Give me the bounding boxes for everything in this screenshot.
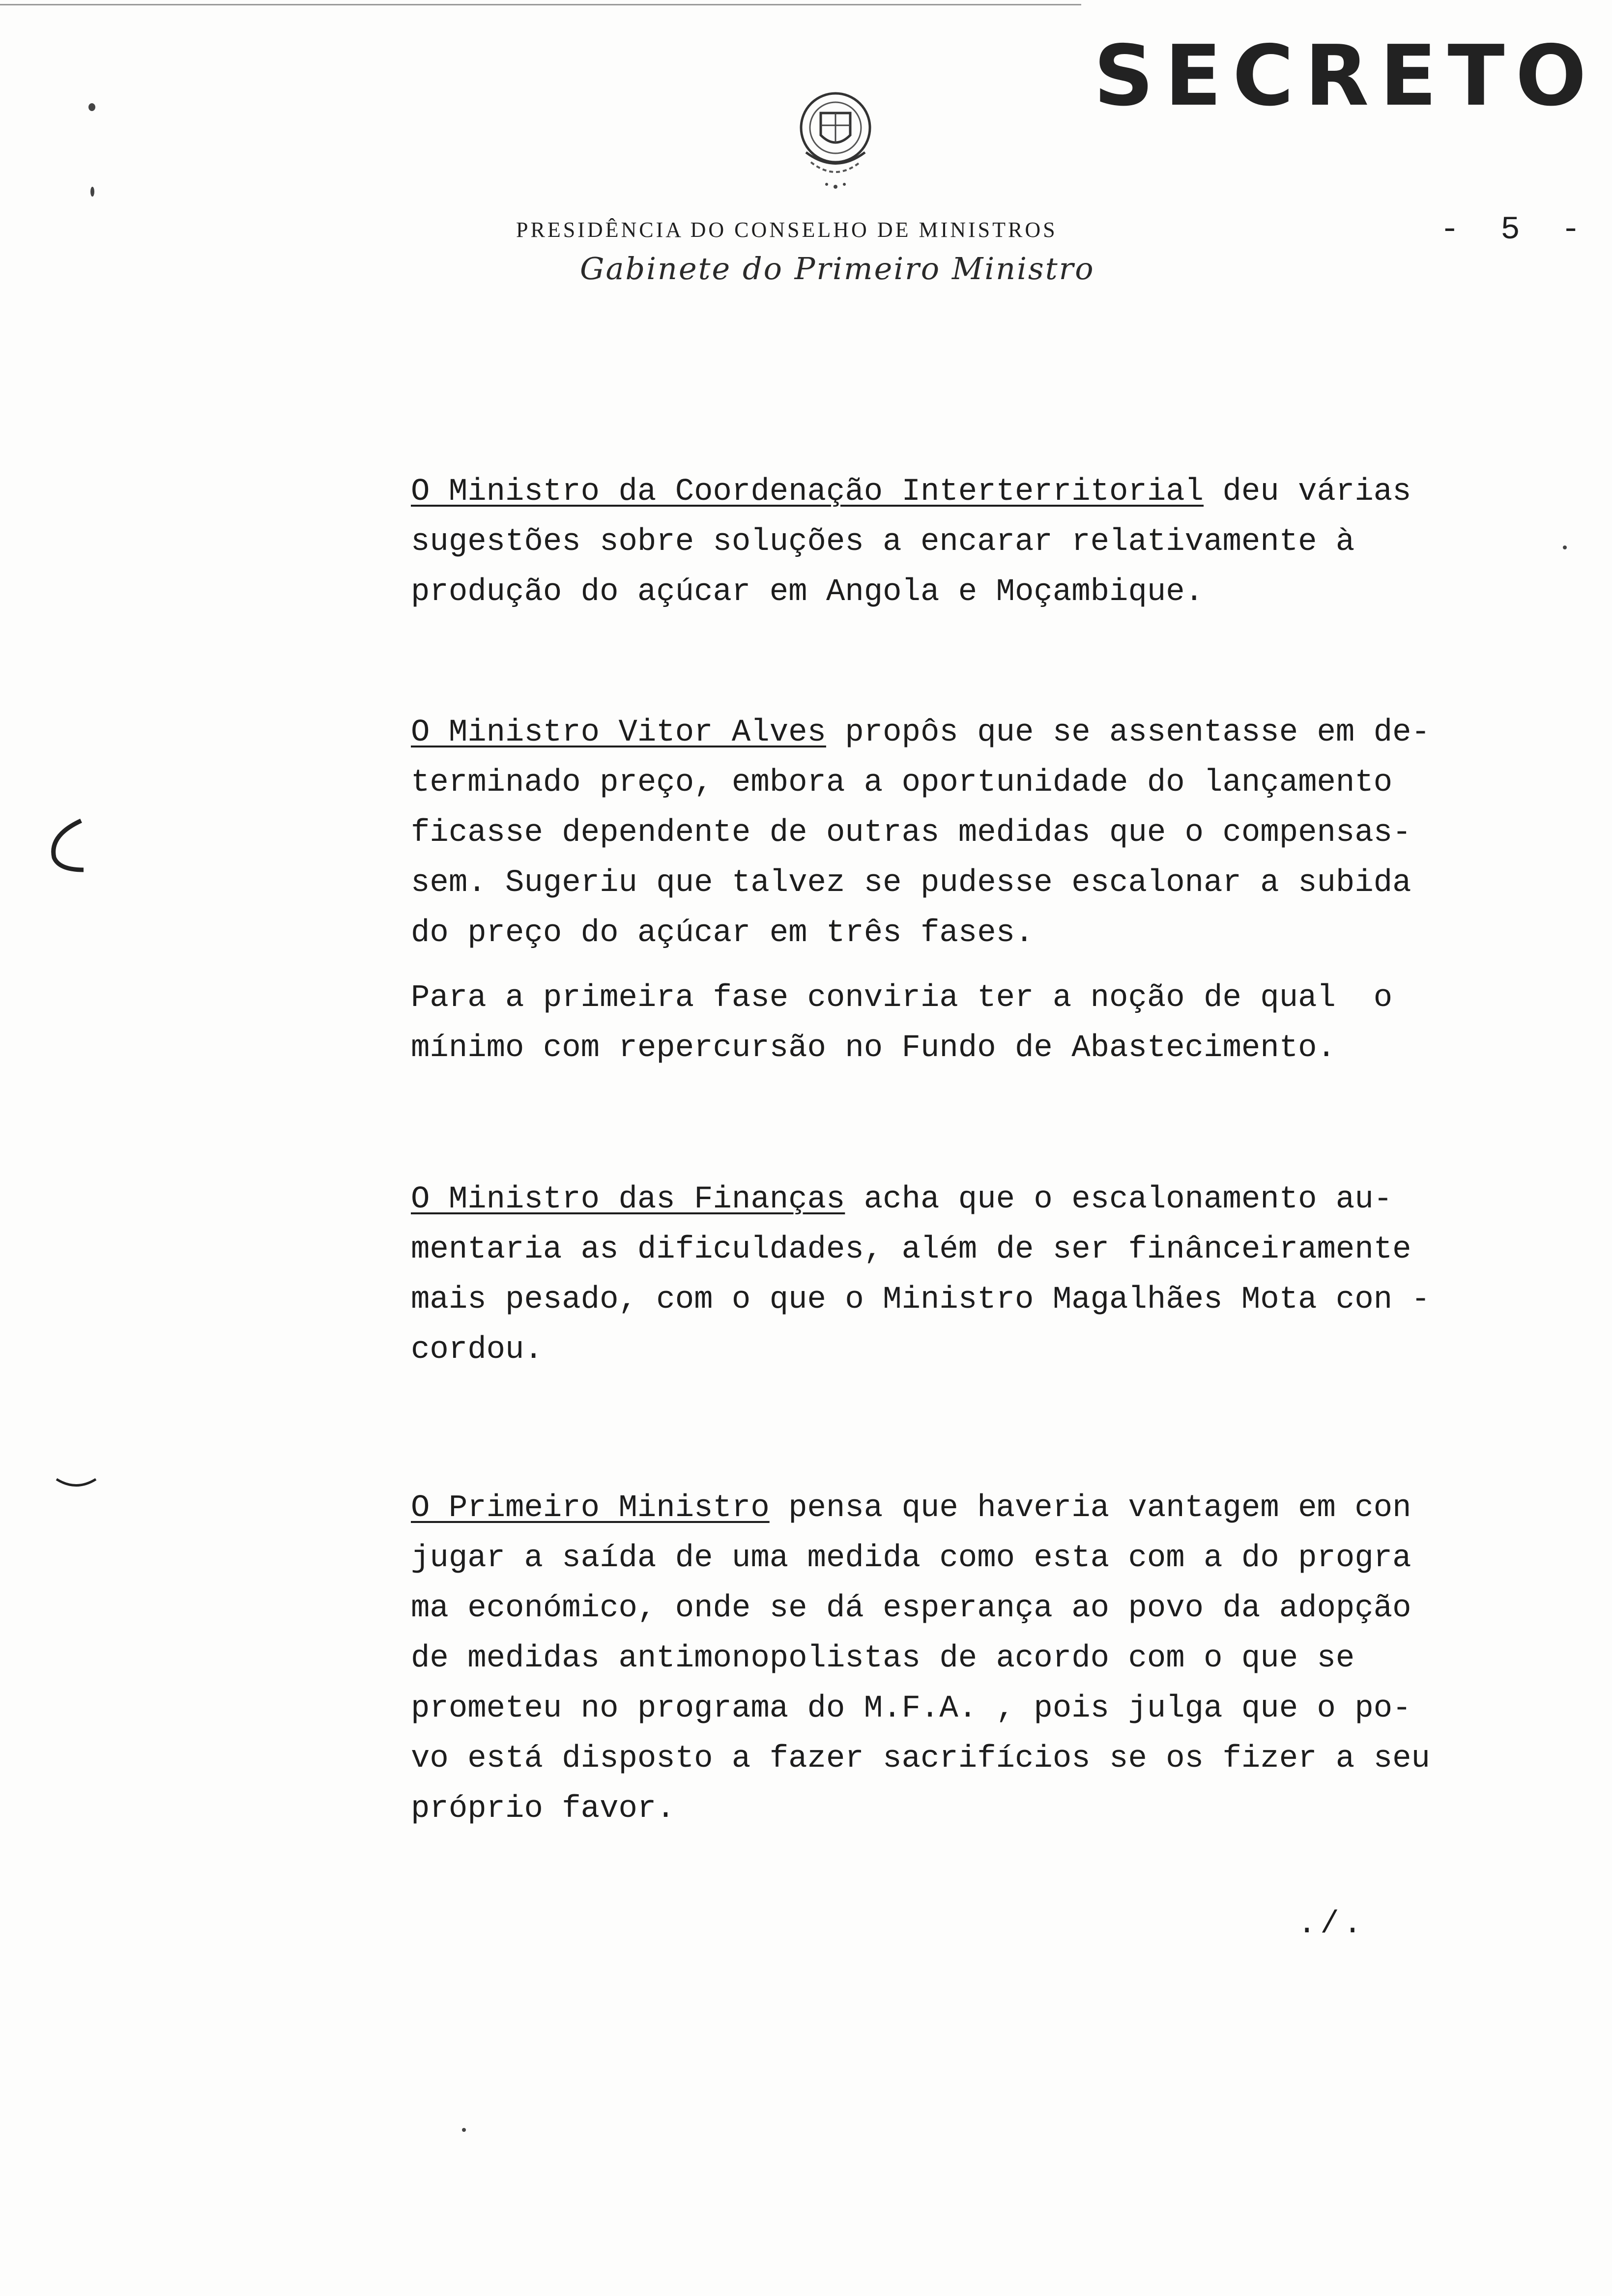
scan-speck <box>88 103 95 111</box>
paragraph-text-line: ficasse dependente de outras medidas que o compensas- <box>411 815 1411 851</box>
paragraph-text-line: prometeu no programa do M.F.A. , pois julga que o po- <box>411 1691 1411 1726</box>
page-number: - 5 - <box>1440 211 1592 248</box>
paragraph-text-line: terminado preço, embora a oportunidade do lançamento <box>411 765 1393 801</box>
speaker-name: O Ministro Vitor Alves <box>411 715 826 750</box>
coat-of-arms-emblem <box>781 84 890 197</box>
speaker-name: O Ministro das Finanças <box>411 1182 845 1217</box>
paragraph-text-line: jugar a saída de uma medida como esta com a do progra <box>411 1541 1411 1576</box>
punch-hole-mark <box>44 816 88 875</box>
scan-speck <box>462 2128 466 2132</box>
paragraph-text-line: sem. Sugeriu que talvez se pudesse escalonar a subida <box>411 865 1411 901</box>
paragraph-text-line: mentaria as dificuldades, além de ser finânceiramente <box>411 1232 1411 1267</box>
scan-speck <box>90 187 94 197</box>
continuation-mark: ./. <box>1297 1907 1366 1942</box>
paragraph-text-line: pensa que haveria vantagem em con <box>769 1491 1411 1526</box>
paragraph-text-line: mínimo com repercursão no Fundo de Abastecimento. <box>411 1031 1336 1066</box>
paragraph-text-line: mais pesado, com o que o Ministro Magalhães Mota con - <box>411 1282 1430 1318</box>
paragraph-primeiro-ministro <box>411 1483 1430 1834</box>
paragraph-text-line: propôs que se assentasse em de- <box>826 715 1430 750</box>
paragraph-primeira-fase <box>411 973 1392 1073</box>
paragraph-financas <box>411 1175 1430 1375</box>
paragraph-text-line: cordou. <box>411 1332 543 1368</box>
paragraph-text-line: do preço do açúcar em três fases. <box>411 916 1034 951</box>
office-subtitle: Gabinete do Primeiro Ministro <box>580 251 1095 287</box>
paragraph-text-line: ma económico, onde se dá esperança ao povo da adopção <box>411 1591 1411 1626</box>
paragraph-text-line: próprio favor. <box>411 1791 675 1827</box>
speaker-name: O Primeiro Ministro <box>411 1491 770 1526</box>
paragraph-vitor-alves <box>411 708 1430 958</box>
paragraph-text-line: Para a primeira fase conviria ter a noção de qual o <box>411 980 1393 1016</box>
paragraph-text-line: sugestões sobre soluções a encarar relativamente à <box>411 524 1355 560</box>
paragraph-text-line: de medidas antimonopolistas de acordo com o que se <box>411 1641 1355 1676</box>
top-edge-rule <box>0 4 1081 5</box>
paragraph-text-line: produção do açúcar em Angola e Moçambique. <box>411 574 1204 610</box>
paragraph-coordenacao <box>411 467 1411 617</box>
paragraph-text-line: acha que o escalonamento au- <box>845 1182 1393 1217</box>
paragraph-text-line: deu várias <box>1204 474 1411 510</box>
speaker-name: O Ministro da Coordenação Interterritorial <box>411 474 1204 510</box>
institution-title: PRESIDÊNCIA DO CONSELHO DE MINISTROS <box>516 218 1058 242</box>
scan-speck <box>1563 545 1567 549</box>
paragraph-text-line: vo está disposto a fazer sacrifícios se os fizer a seu <box>411 1741 1430 1777</box>
margin-mark <box>54 1474 98 1494</box>
classification-stamp: SECRETO <box>1094 28 1597 125</box>
